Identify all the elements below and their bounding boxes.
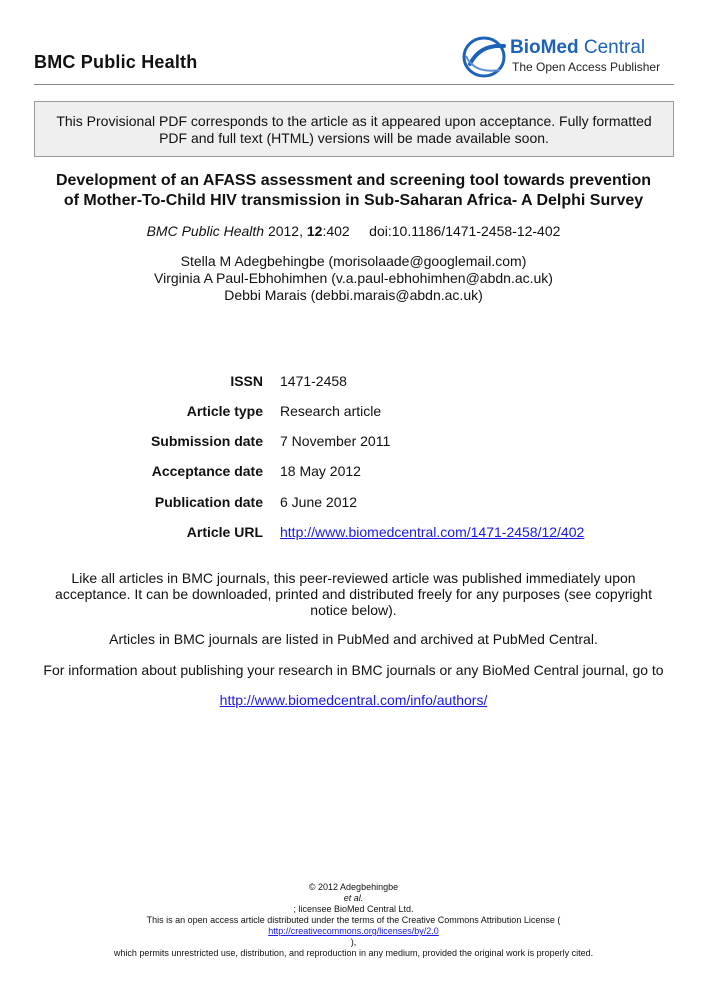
citation-journal: BMC Public Health xyxy=(146,223,265,239)
acceptance-date-label: Acceptance date xyxy=(151,463,263,479)
citation-volume: 12 xyxy=(306,223,323,239)
authors-info-link-wrap xyxy=(30,692,677,708)
article-type-label: Article type xyxy=(186,403,263,419)
citation-doi: doi:10.1186/1471-2458-12-402 xyxy=(369,223,561,239)
provisional-notice xyxy=(34,101,674,157)
publication-date-label: Publication date xyxy=(154,494,263,510)
license-line-1 xyxy=(0,915,707,948)
license-pre: This is an open access article distributed under the terms of the Creative Commons Attribution License ( xyxy=(146,915,561,925)
author-3: Debbi Marais (debbi.marais@abdn.ac.uk) xyxy=(224,287,483,303)
article-url-link[interactable]: http://www.biomedcentral.com/1471-2458/12/402 xyxy=(280,524,585,540)
notice-line-2: PDF and full text (HTML) versions will be made available soon. xyxy=(159,130,549,146)
title-line-1: Development of an AFASS assessment and screening tool towards prevention xyxy=(55,172,652,189)
journal-name: BMC Public Health xyxy=(34,52,198,72)
license-footer xyxy=(0,882,707,959)
article-type-value: Research article xyxy=(280,403,382,419)
submission-date-value: 7 November 2011 xyxy=(280,433,391,449)
logo-central: Central xyxy=(578,37,646,58)
notice-line-1: This Provisional PDF corresponds to the article as it appeared upon acceptance. Fully formatted xyxy=(56,113,652,129)
pubmed-paragraph: Articles in BMC journals are listed in PubMed and archived at PubMed Central. xyxy=(109,631,598,647)
author-2: Virginia A Paul-Ebhohimhen (v.a.paul-ebhohimhen@abdn.ac.uk) xyxy=(154,270,553,286)
article-url-label: Article URL xyxy=(186,524,263,540)
license-line-2: which permits unrestricted use, distribution, and reproduction in any medium, provided the original work is properly cited. xyxy=(113,948,594,958)
author-1: Stella M Adegbehingbe (morisolaade@googlemail.com) xyxy=(180,253,527,269)
copyright-line xyxy=(0,882,707,915)
copyright-post: ; licensee BioMed Central Ltd. xyxy=(293,904,414,914)
biomed-central-logo xyxy=(460,34,674,80)
header-divider xyxy=(34,84,674,85)
citation-year: 2012, xyxy=(264,223,307,239)
license-link[interactable]: http://creativecommons.org/licenses/by/2.0 xyxy=(268,926,439,936)
issn-label: ISSN xyxy=(230,373,263,389)
publishing-info-paragraph: For information about publishing your research in BMC journals or any BioMed Central journal, go to xyxy=(43,662,664,678)
submission-date-label: Submission date xyxy=(150,433,263,449)
authors-info-link[interactable]: http://www.biomedcentral.com/info/authors/ xyxy=(219,692,488,708)
logo-swoosh-icon xyxy=(460,34,508,80)
copyright-pre: © 2012 Adegbehingbe xyxy=(308,882,399,892)
author-list xyxy=(0,253,707,304)
acceptance-date-value: 18 May 2012 xyxy=(280,463,361,479)
license-post: ), xyxy=(350,937,357,947)
publication-date-value: 6 June 2012 xyxy=(280,494,358,510)
paragraph-line-2: acceptance. It can be downloaded, printed and distributed freely for any purposes (see copyright xyxy=(55,586,652,602)
citation xyxy=(0,223,707,239)
issn-value: 1471-2458 xyxy=(280,373,347,389)
title-line-2: of Mother-To-Child HIV transmission in Sub-Saharan Africa- A Delphi Survey xyxy=(63,192,644,209)
paragraph-line-3: notice below). xyxy=(310,602,397,618)
article-title xyxy=(20,171,687,211)
logo-wordmark xyxy=(510,38,645,58)
logo-tagline: The Open Access Publisher xyxy=(512,60,661,74)
citation-page: :402 xyxy=(322,223,350,239)
copyright-etal: et al. xyxy=(343,893,364,903)
open-access-paragraph xyxy=(30,570,677,618)
paragraph-line-1: Like all articles in BMC journals, this peer-reviewed article was published immediately upon xyxy=(71,570,636,586)
logo-bio: BioMed xyxy=(510,37,579,58)
